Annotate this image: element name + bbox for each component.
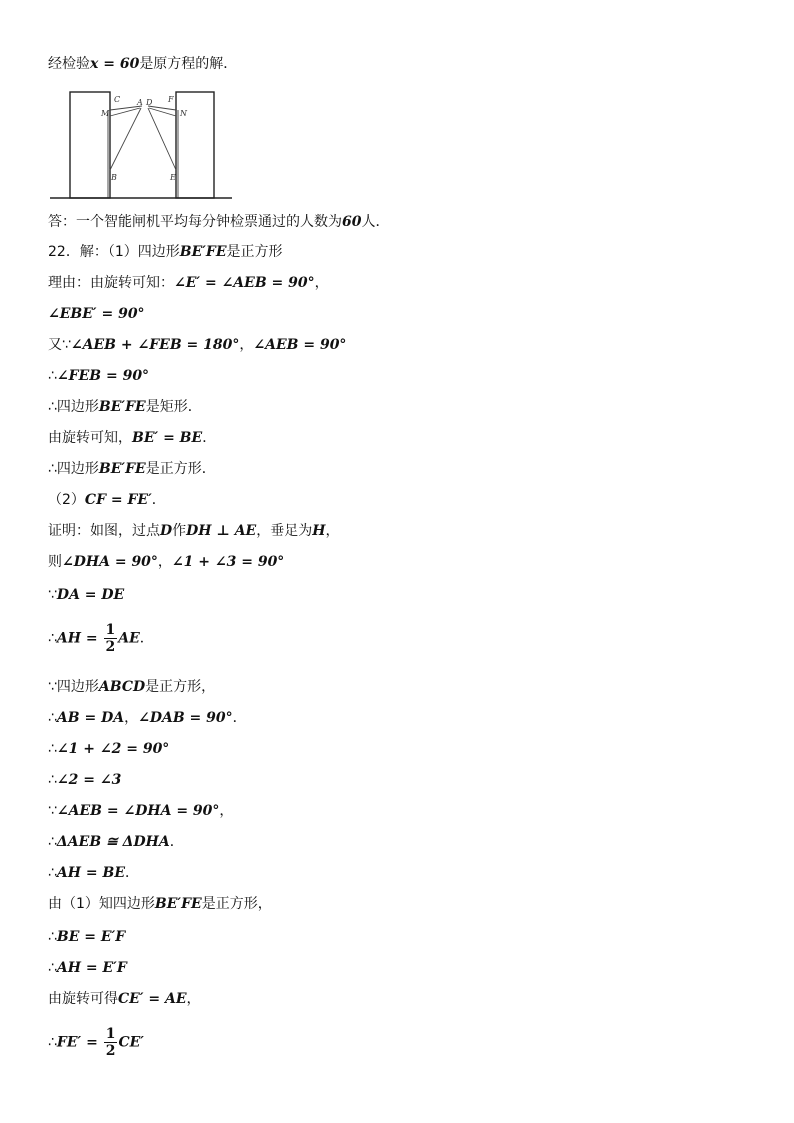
label-M: M [101,109,110,118]
fraction-denominator: 2 [105,1043,116,1059]
math-expression: ∠1 + ∠3 = 90° [171,554,285,570]
label-E: E [170,173,176,182]
math-expression: BE′ = BE [132,430,203,446]
label-C: C [114,95,121,104]
text-run: ∴ [48,772,57,788]
math-expression: AH = E′F [56,960,127,976]
fraction [104,1026,118,1059]
math-expression: ∠DAB = 90° [138,710,233,726]
text-line [48,708,247,728]
text-run: 由旋转可得 [48,991,118,1007]
text-run: ． [139,630,154,647]
math-expression: ∠EBE′ = 90° [48,306,145,322]
text-run: 人． [361,214,390,230]
text-line [48,801,233,821]
text-line [48,770,121,790]
label-D: D [146,98,153,107]
text-run: ． [169,834,184,850]
math-expression: CE′ = AE [118,991,187,1007]
right-gate [176,92,214,198]
segment-DE [148,108,176,170]
text-line [48,989,201,1009]
text-run: ∵ [48,587,57,603]
text-run: ． [151,492,166,508]
math-expression: ∠AEB = 90° [253,337,347,353]
text-line [48,54,237,74]
math-expression: ∠AEB = ∠DHA = 90° [56,803,220,819]
math-expression: AE [118,630,140,647]
text-run: 22．解：（1）四边形 [48,244,180,260]
text-line [48,622,154,655]
text-run: 是正方形 [226,244,283,260]
text-line [48,304,145,324]
label-A: A [137,98,143,107]
text-run: ∴ [48,834,57,850]
math-expression: DA = DE [56,587,125,603]
text-run: ∵四边形 [48,679,99,695]
math-expression: CE′ [118,1034,144,1051]
math-expression: BE = E′F [56,929,126,945]
text-line [48,739,169,759]
text-run: ， [239,337,254,353]
fraction-denominator: 2 [105,639,116,655]
text-run: ∴四边形 [48,461,99,477]
text-line [48,863,139,883]
text-run: 理由：由旋转可知： [48,275,174,291]
text-line [48,677,215,697]
math-expression: BE′FE [154,896,202,912]
text-line [48,521,339,541]
text-run: ∴ [48,960,57,976]
text-run: ． [202,430,217,446]
math-expression: AH = [56,630,103,647]
text-line [48,585,124,605]
text-run: 由（1）知四边形 [48,896,155,912]
text-run: ， [157,554,172,570]
text-run: ． [125,865,139,881]
text-run: 是矩形． [145,399,202,415]
math-expression: ∠E′ = ∠AEB = 90° [174,275,315,291]
math-expression: BE′FE [179,244,227,260]
text-run: （2） [48,492,85,508]
fraction-numerator: 1 [105,1026,116,1042]
text-run: ∵ [48,803,57,819]
math-expression: ∠2 = ∠3 [56,772,122,788]
text-run: 是正方形， [201,896,272,912]
math-expression: ∠AEB + ∠FEB = 180° [70,337,240,353]
text-line [48,927,125,947]
text-run: ∴ [48,929,57,945]
text-run: ， [314,275,329,291]
text-line [48,894,272,914]
text-run: 是原方程的解． [139,56,238,72]
text-run: ∴ [48,741,57,757]
text-run: ∴ [48,630,57,647]
text-run: 是正方形． [145,461,216,477]
text-line [48,335,346,355]
math-expression: CF = FE′ [84,492,152,508]
text-run: ∴ [48,710,57,726]
text-line [48,366,149,386]
math-expression: ABCD [98,679,146,695]
text-run: ． [232,710,247,726]
segment-AB [110,108,141,170]
math-expression: ∠DHA = 90° [62,554,158,570]
math-expression: DH ⊥ AE [186,523,257,539]
text-line [48,1026,144,1059]
label-B: B [111,173,117,182]
math-expression: ∠1 + ∠2 = 90° [56,741,170,757]
text-run: 由旋转可知， [48,430,132,446]
math-expression: 60 [342,214,362,230]
label-N: N [180,109,187,118]
text-run: 是正方形， [145,679,216,695]
text-line [48,273,329,293]
math-expression: AB = DA [56,710,125,726]
math-expression: H [312,523,326,539]
math-expression: ΔAEB ≅ ΔDHA [56,834,170,850]
text-run: ∴ [48,865,57,881]
text-line [48,552,284,572]
text-run: ，垂足为 [256,523,313,539]
text-run: 则 [48,554,62,570]
math-expression: AH = BE [56,865,125,881]
math-expression: BE′FE [98,461,146,477]
math-expression: D [160,523,173,539]
text-run: 作 [172,523,187,539]
math-expression: FE′ = [56,1034,103,1051]
text-run: 答：一个智能闸机平均每分钟检票通过的人数为 [48,214,342,230]
text-line [48,958,127,978]
text-run: ， [124,710,139,726]
math-expression: ∠FEB = 90° [56,368,150,384]
text-run: ， [186,991,201,1007]
text-run: 又∵ [48,337,71,353]
text-line [48,832,184,852]
fraction-numerator: 1 [105,622,116,638]
math-expression: BE′FE [98,399,146,415]
text-run: 经检验 [48,56,90,72]
text-line [48,459,216,479]
text-run: ∴ [48,368,57,384]
text-line [48,490,166,510]
text-run: ∴ [48,1034,57,1051]
text-line [48,397,202,417]
text-line [48,242,283,262]
gate-figure [48,86,234,202]
text-line [48,212,389,232]
text-line [48,428,216,448]
left-gate [70,92,110,198]
text-run: ， [325,523,340,539]
text-run: 证明：如图，过点 [48,523,160,539]
math-expression: x = 60 [90,56,140,72]
fraction [104,622,118,655]
label-F: F [168,95,174,104]
text-run: ， [219,803,234,819]
text-run: ∴四边形 [48,399,99,415]
